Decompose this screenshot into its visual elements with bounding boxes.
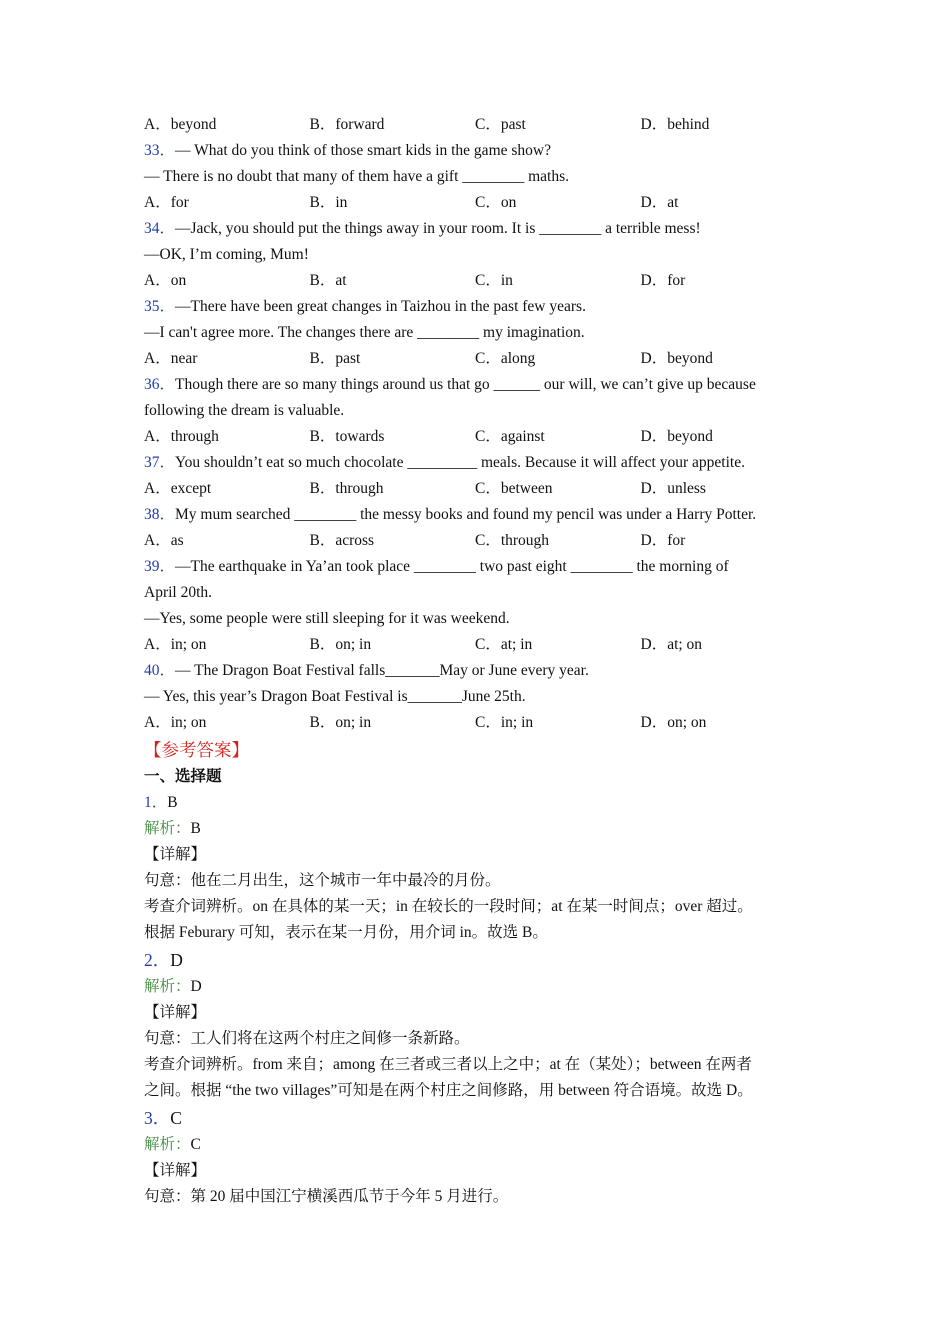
q33-line2: — There is no doubt that many of them have a gift ________ maths. <box>144 168 570 185</box>
option-c: C．in; in <box>475 714 534 731</box>
q37-number: 37． <box>144 454 176 471</box>
answer-1-line-1: 句意：他在二月出生，这个城市一年中最冷的月份。 <box>144 872 501 889</box>
answer-3-number: 3． <box>144 1108 171 1128</box>
q36-line1: Though there are so many things around us that go ______ our will, we can’t give up because <box>175 376 756 393</box>
q38-options <box>144 528 824 554</box>
option-a: A．in; on <box>144 636 207 653</box>
option-a: A．beyond <box>144 116 217 133</box>
q37-options <box>144 476 824 502</box>
q34-stem <box>144 216 824 242</box>
option-d: D．at; on <box>640 636 703 653</box>
q33-number: 33． <box>144 142 176 159</box>
q35-stem <box>144 294 824 320</box>
q39-line2: April 20th. <box>144 584 213 601</box>
q39-line1: —The earthquake in Ya’an took place ________ two past eight ________ the morning of <box>175 558 729 575</box>
answer-1-jiexi <box>144 816 824 842</box>
q35-line2: —I can't agree more. The changes there are ________ my imagination. <box>144 324 585 341</box>
option-d: D．on; on <box>640 714 707 731</box>
q36-number: 36． <box>144 376 176 393</box>
option-c: C．between <box>475 480 553 497</box>
q35-line1: —There have been great changes in Taizhou in the past few years. <box>175 298 586 315</box>
option-b: B．in <box>309 194 348 211</box>
q39-options <box>144 632 824 658</box>
answer-1-detail-label: 【详解】 <box>144 846 207 863</box>
q36-line2: following the dream is valuable. <box>144 402 345 419</box>
q39-line3: —Yes, some people were still sleeping for it was weekend. <box>144 610 510 627</box>
jiexi-value: C <box>190 1136 201 1153</box>
option-b: B．at <box>309 272 347 289</box>
q40-options <box>144 710 824 736</box>
q35-number: 35． <box>144 298 176 315</box>
q34-options <box>144 268 824 294</box>
option-c: C．on <box>475 194 517 211</box>
answers-title: 【参考答案】 <box>144 740 249 760</box>
q40-number: 40． <box>144 662 176 679</box>
option-d: D．for <box>640 272 686 289</box>
option-b: B．on; in <box>309 636 372 653</box>
q35-options <box>144 346 824 372</box>
option-d: D．beyond <box>640 350 713 367</box>
option-c: C．through <box>475 532 550 549</box>
option-c: C．past <box>475 116 526 133</box>
option-c: C．along <box>475 350 536 367</box>
section-heading: 一、选择题 <box>144 768 222 785</box>
option-d: D．for <box>640 532 686 549</box>
q34-line2: —OK, I’m coming, Mum! <box>144 246 309 263</box>
q33-line1: — What do you think of those smart kids in the game show? <box>175 142 551 159</box>
q38-number: 38． <box>144 506 176 523</box>
option-c: C．against <box>475 428 545 445</box>
answer-2-line-3: 之间。根据 “the two villages”可知是在两个村庄之间修路，用 between 符合语境。故选 D。 <box>144 1082 753 1099</box>
jiexi-value: B <box>190 820 201 837</box>
q34-line1: —Jack, you should put the things away in your room. It is ________ a terrible mess! <box>175 220 701 237</box>
option-b: B．on; in <box>309 714 372 731</box>
answer-1-line-3: 根据 Feburary 可知，表示在某一月份，用介词 in。故选 B。 <box>144 924 548 941</box>
option-c: C．in <box>475 272 513 289</box>
option-b: B．towards <box>309 428 385 445</box>
answer-2-line-1: 句意：工人们将在这两个村庄之间修一条新路。 <box>144 1030 470 1047</box>
answer-2-line-2: 考查介词辨析。from 来自；among 在三者或三者以上之中；at 在（某处）；between 在两者 <box>144 1056 752 1073</box>
option-d: D．beyond <box>640 428 713 445</box>
q38-stem <box>144 502 824 528</box>
answer-1-heading <box>144 790 824 816</box>
option-a: A．near <box>144 350 198 367</box>
option-d: D．at <box>640 194 679 211</box>
option-a: A．in; on <box>144 714 207 731</box>
answer-2-detail-label: 【详解】 <box>144 1004 207 1021</box>
q37-stem <box>144 450 824 476</box>
answer-1-value: B <box>167 794 178 811</box>
jiexi-value: D <box>190 978 202 995</box>
q40-line1: — The Dragon Boat Festival falls_______May or June every year. <box>175 662 589 679</box>
q40-line2: — Yes, this year’s Dragon Boat Festival is_______June 25th. <box>144 688 526 705</box>
option-b: B．across <box>309 532 375 549</box>
q32-options <box>144 112 824 138</box>
jiexi-label: 解析： <box>144 1136 191 1153</box>
q37-line1: You shouldn’t eat so much chocolate _________ meals. Because it will affect your appetite. <box>175 454 745 471</box>
answer-3-line-1: 句意：第 20 届中国江宁横溪西瓜节于今年 5 月进行。 <box>144 1188 509 1205</box>
q34-number: 34． <box>144 220 176 237</box>
answer-3-detail-label: 【详解】 <box>144 1162 207 1179</box>
q33-stem <box>144 138 824 164</box>
answer-2-jiexi <box>144 974 824 1000</box>
option-a: A．as <box>144 532 184 549</box>
option-a: A．except <box>144 480 212 497</box>
option-a: A．for <box>144 194 189 211</box>
option-b: B．forward <box>309 116 385 133</box>
option-a: A．through <box>144 428 219 445</box>
answer-2-number: 2． <box>144 950 171 970</box>
option-a: A．on <box>144 272 187 289</box>
answer-2-value: D <box>170 950 183 970</box>
jiexi-label: 解析： <box>144 820 191 837</box>
answer-2-heading <box>144 946 824 974</box>
answer-3-heading <box>144 1104 824 1132</box>
answer-3-jiexi <box>144 1132 824 1158</box>
q39-number: 39． <box>144 558 176 575</box>
option-b: B．through <box>309 480 384 497</box>
q38-line1: My mum searched ________ the messy books and found my pencil was under a Harry Potter. <box>175 506 757 523</box>
q36-options <box>144 424 824 450</box>
option-c: C．at; in <box>475 636 533 653</box>
q36-stem <box>144 372 824 398</box>
answer-3-value: C <box>170 1108 182 1128</box>
q39-stem <box>144 554 824 580</box>
option-d: D．unless <box>640 480 706 497</box>
option-d: D．behind <box>640 116 710 133</box>
q40-stem <box>144 658 824 684</box>
answer-1-line-2: 考查介词辨析。on 在具体的某一天；in 在较长的一段时间；at 在某一时间点；over 超过。 <box>144 898 753 915</box>
q33-options <box>144 190 824 216</box>
jiexi-label: 解析： <box>144 978 191 995</box>
option-b: B．past <box>309 350 361 367</box>
answer-1-number: 1． <box>144 794 168 811</box>
document-page <box>144 112 824 1210</box>
